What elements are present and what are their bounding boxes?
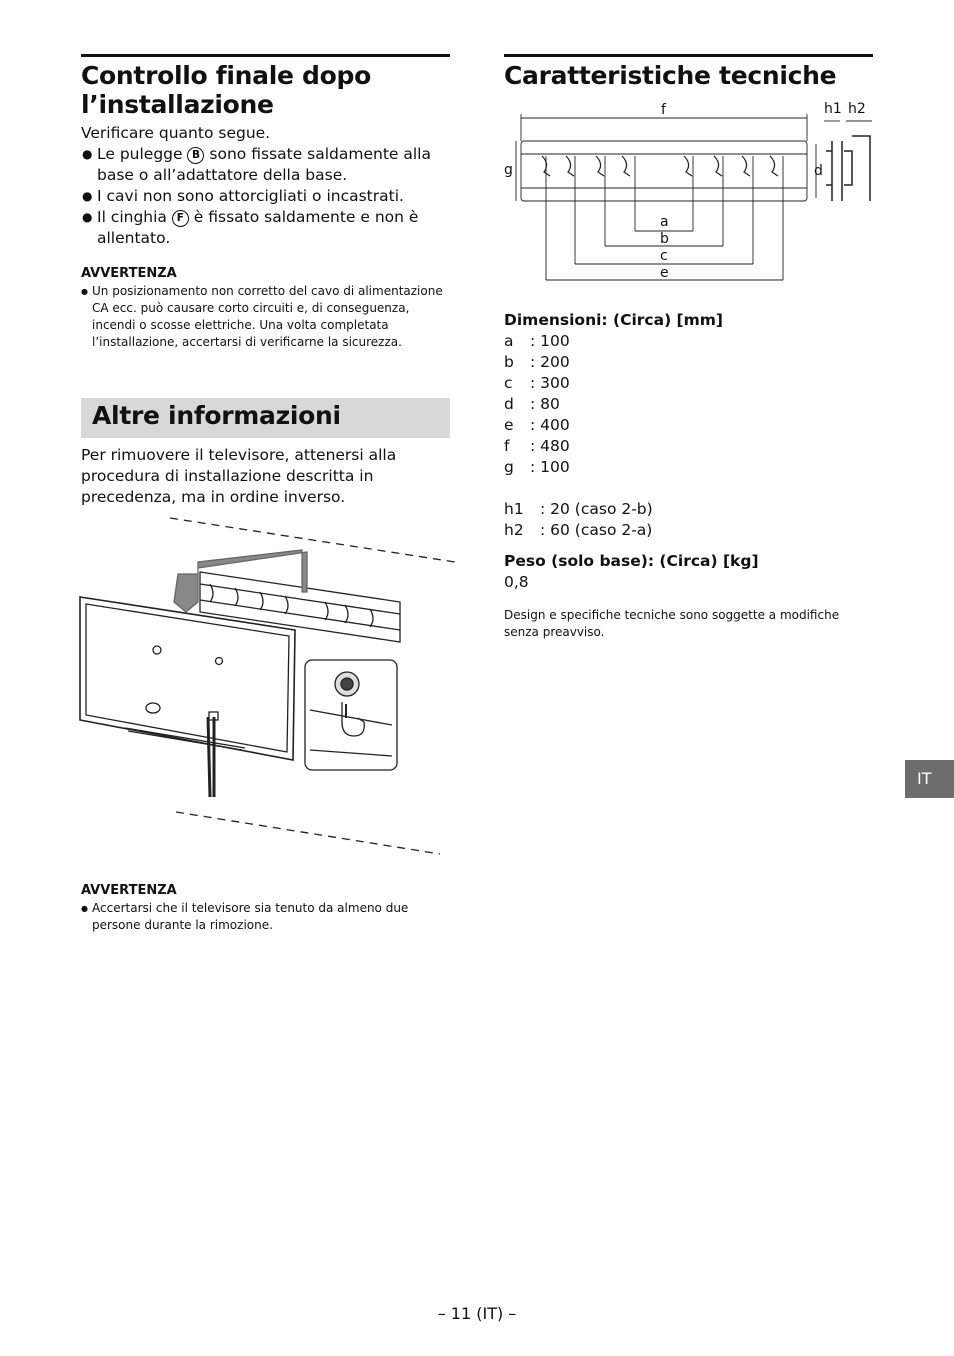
table-row: d : 80: [504, 395, 560, 413]
table-row: h1 : 20 (caso 2-b): [504, 500, 653, 518]
final-check-list: [81, 144, 450, 249]
table-row: g : 100: [504, 458, 570, 476]
table-row: e : 400: [504, 416, 570, 434]
tv-removal-illustration: [70, 512, 460, 862]
warning-list: [81, 283, 450, 351]
spec-note: Design e specifiche tecniche sono soggette a modifiche senza preavviso.: [504, 608, 840, 639]
dim-label-h2: h2: [848, 101, 866, 117]
other-info-title: Altre informazioni: [92, 401, 341, 430]
dims-table: [504, 331, 570, 478]
dim-label-d: d: [814, 163, 823, 179]
section-removal-warning: [81, 882, 450, 934]
list-item: ● I cavi non sono attorcigliati o incastrati.: [81, 186, 450, 207]
list-item: ● Le pulegge B sono fissate saldamente alla base o all’adattatore della base.: [81, 144, 450, 186]
specs-title: Caratteristiche tecniche: [504, 61, 837, 90]
list-item: ● Il cinghia F è fissato saldamente e non è allentato.: [81, 207, 450, 249]
warning-list: [81, 900, 450, 934]
table-row: b : 200: [504, 353, 570, 371]
table-row: h2 : 60 (caso 2-a): [504, 521, 653, 539]
table-row: c : 300: [504, 374, 570, 392]
weight-title: Peso (solo base): (Circa) [kg]: [504, 552, 759, 570]
table-row: f : 480: [504, 437, 570, 455]
language-tab: IT: [905, 760, 954, 798]
final-check-lead: Verificare quanto segue.: [81, 124, 271, 142]
dim-label-c: c: [660, 248, 668, 264]
section-final-check: [81, 54, 450, 351]
section-specs: [504, 54, 873, 90]
warning-title: AVVERTENZA: [81, 883, 177, 898]
specs-details: [504, 310, 873, 641]
dims-h-table: [504, 499, 653, 541]
mark-b-icon: B: [187, 147, 204, 164]
section-rule: [504, 54, 873, 57]
dim-label-f: f: [661, 102, 666, 118]
other-info-text: Per rimuovere il televisore, attenersi alla procedura di installazione descritta in precedenza, ma in ordine inverso.: [81, 446, 397, 506]
dim-label-g: g: [504, 162, 513, 178]
bracket-dimension-diagram: [504, 96, 876, 286]
section-rule: [81, 54, 450, 57]
dim-label-b: b: [660, 231, 669, 247]
warning-title: AVVERTENZA: [81, 266, 177, 281]
page-number: – 11 (IT) –: [437, 1304, 517, 1323]
dim-label-e: e: [660, 265, 669, 281]
warning-text: ● Accertarsi che il televisore sia tenuto da almeno due persone durante la rimozione.: [81, 900, 450, 934]
final-check-title: Controllo finale dopo l’installazione: [81, 61, 371, 119]
dims-title: Dimensioni: (Circa) [mm]: [504, 311, 724, 329]
other-info-header: [81, 398, 450, 438]
weight-value: 0,8: [504, 573, 529, 591]
dim-label-h1: h1: [824, 101, 842, 117]
warning-text: ● Un posizionamento non corretto del cavo di alimentazione CA ecc. può causare corto circuiti e, di conseguenza, incendi o scosse elettriche. Una volta completata l’installazione, accertarsi di verificarne la sicurezza.: [81, 283, 450, 351]
dim-label-a: a: [660, 214, 669, 230]
table-row: a : 100: [504, 332, 570, 350]
mark-f-icon: F: [172, 210, 189, 227]
